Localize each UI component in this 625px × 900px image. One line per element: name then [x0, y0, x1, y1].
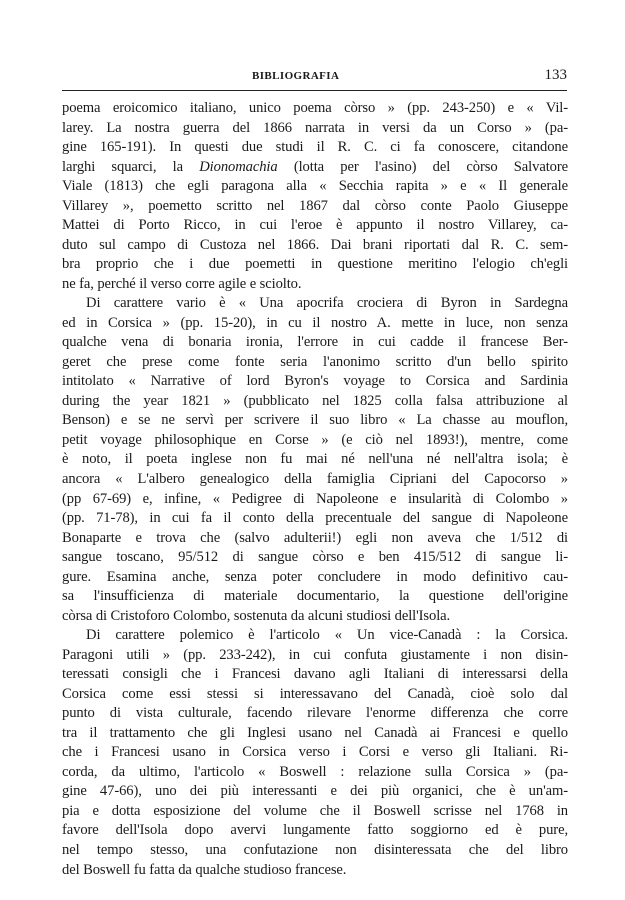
text-line: favore dell'Isola dopo avervi lungamente fatto soggiorno ed è pure,	[62, 822, 568, 839]
text-line: sangue toscano, 95/512 di sangue còrso e ben 415/512 di sangue li-	[62, 549, 568, 566]
text-line: Viale (1813) che egli paragona alla « Secchia rapita » e « Il generale	[62, 178, 568, 195]
text-line: del Boswell fu fatta da qualche studioso francese.	[62, 861, 347, 878]
text-line: nel tempo stesso, una confutazione non disinteressata che del libro	[62, 841, 568, 858]
text-line: Paragoni utili » (pp. 233-242), in cui confuta giustamente i non disin-	[62, 646, 568, 663]
text-line: tra il trattamento che gli Inglesi usano nel Canadà ai Francesi e quello	[62, 724, 568, 741]
text-line: geret che prese come fonte seria l'anonimo scritto d'un bello spirito	[62, 353, 568, 370]
text-line: ed in Corsica » (pp. 15-20), in cu il nostro A. mette in luce, non senza	[62, 314, 568, 331]
text-line-part: larghi squarci, la	[62, 158, 200, 175]
text-line: che i Francesi usano in Corsica verso i Corsi e verso gli Italiani. Ri-	[62, 744, 568, 761]
text-line: poema eroicomico italiano, unico poema còrso » (pp. 243-250) e « Vil-	[62, 100, 568, 116]
text-line: è noto, il poeta inglese non fu mai né nell'una né nell'altra isola; è	[62, 451, 568, 468]
text-line: punto di vista culturale, facendo rilevare l'enorme differenza che corre	[62, 705, 568, 722]
text-line: pia e dotta esposizione del volume che il Boswell scrisse nel 1768 in	[62, 802, 568, 819]
text-line: teressati consigli che i Francesi davano agli Italiani di interessarsi della	[62, 666, 568, 683]
text-line: corda, da ultimo, l'articolo « Boswell : relazione sulla Corsica » (pa-	[62, 763, 568, 780]
text-line: ne fa, perché il verso corre agile e sciolto.	[62, 275, 302, 292]
running-title: BIBLIOGRAFIA	[252, 70, 340, 82]
text-line: Mattei di Porto Ricco, in cui l'eroe è appunto il nostro Villarey, ca-	[62, 217, 568, 234]
text-line: còrsa di Cristoforo Colombo, sostenuta da alcuni studiosi dell'Isola.	[62, 607, 451, 624]
text-line: sa l'insufficienza di materiale documentario, la questione dell'origine	[62, 588, 568, 605]
text-line: qualche vena di bonaria ironia, l'errore in cui cadde il francese Ber-	[62, 334, 568, 351]
text-line: petit voyage philosophique en Corse » (e ciò nel 1893!), mentre, come	[62, 431, 568, 448]
text-line: Di carattere vario è « Una apocrifa crociera di Byron in Sardegna	[86, 295, 568, 312]
page-header	[62, 62, 567, 91]
text-line: Bonaparte e trova che (salvo adulterii!) egli non aveva che 1/512 di	[62, 529, 568, 546]
text-line: intitolato « Narrative of lord Byron's voyage to Corsica and Sardinia	[62, 373, 568, 390]
text-line: Benson) e se ne servì per scrivere il suo libro « La chasse au mouflon,	[62, 412, 568, 429]
text-line: gure. Esamina anche, senza poter concludere in modo definitivo cau-	[62, 568, 568, 585]
text-line-part: (lotta per l'asino) del còrso Salvatore	[277, 158, 568, 175]
text-line: ancora « L'albero genealogico della famiglia Cipriani del Capocorso »	[62, 471, 568, 487]
text-line: Corsica come essi stessi si interessavano del Canadà, cioè solo dal	[62, 685, 568, 702]
text-line: Villarey », poemetto scritto nel 1867 dal còrso conte Paolo Giuseppe	[62, 197, 568, 214]
text-line: Di carattere polemico è l'articolo « Un vice-Canadà : la Corsica.	[86, 627, 568, 644]
text-line: (pp 67-69) e, infine, « Pedigree di Napoleone e insularità di Colombo »	[62, 490, 568, 507]
text-line: larey. La nostra guerra del 1866 narrata in versi da un Corso » (pa-	[62, 119, 568, 136]
italic-title: Dionomachia	[199, 158, 278, 175]
page-number: 133	[544, 67, 567, 83]
text-line: gine 165-191). In questi due studi il R. C. ci fa conoscere, citandone	[62, 139, 568, 156]
text-line: gine 47-66), uno dei più interessanti e dei più organici, che è un'am-	[62, 783, 568, 800]
text-line: (pp. 71-78), in cui fa il conto della precentuale del sangue di Napoleone	[62, 510, 568, 526]
text-line: bra proprio che i due poemetti in questione meritino l'elogio ch'egli	[62, 256, 568, 273]
text-line: during the year 1821 » (pubblicato nel 1825 colla falsa attribuzione al	[62, 392, 568, 409]
text-line	[62, 158, 568, 178]
text-line: duto sul campo di Custoza nel 1866. Dai brani riportati dal R. C. sem-	[62, 236, 568, 253]
